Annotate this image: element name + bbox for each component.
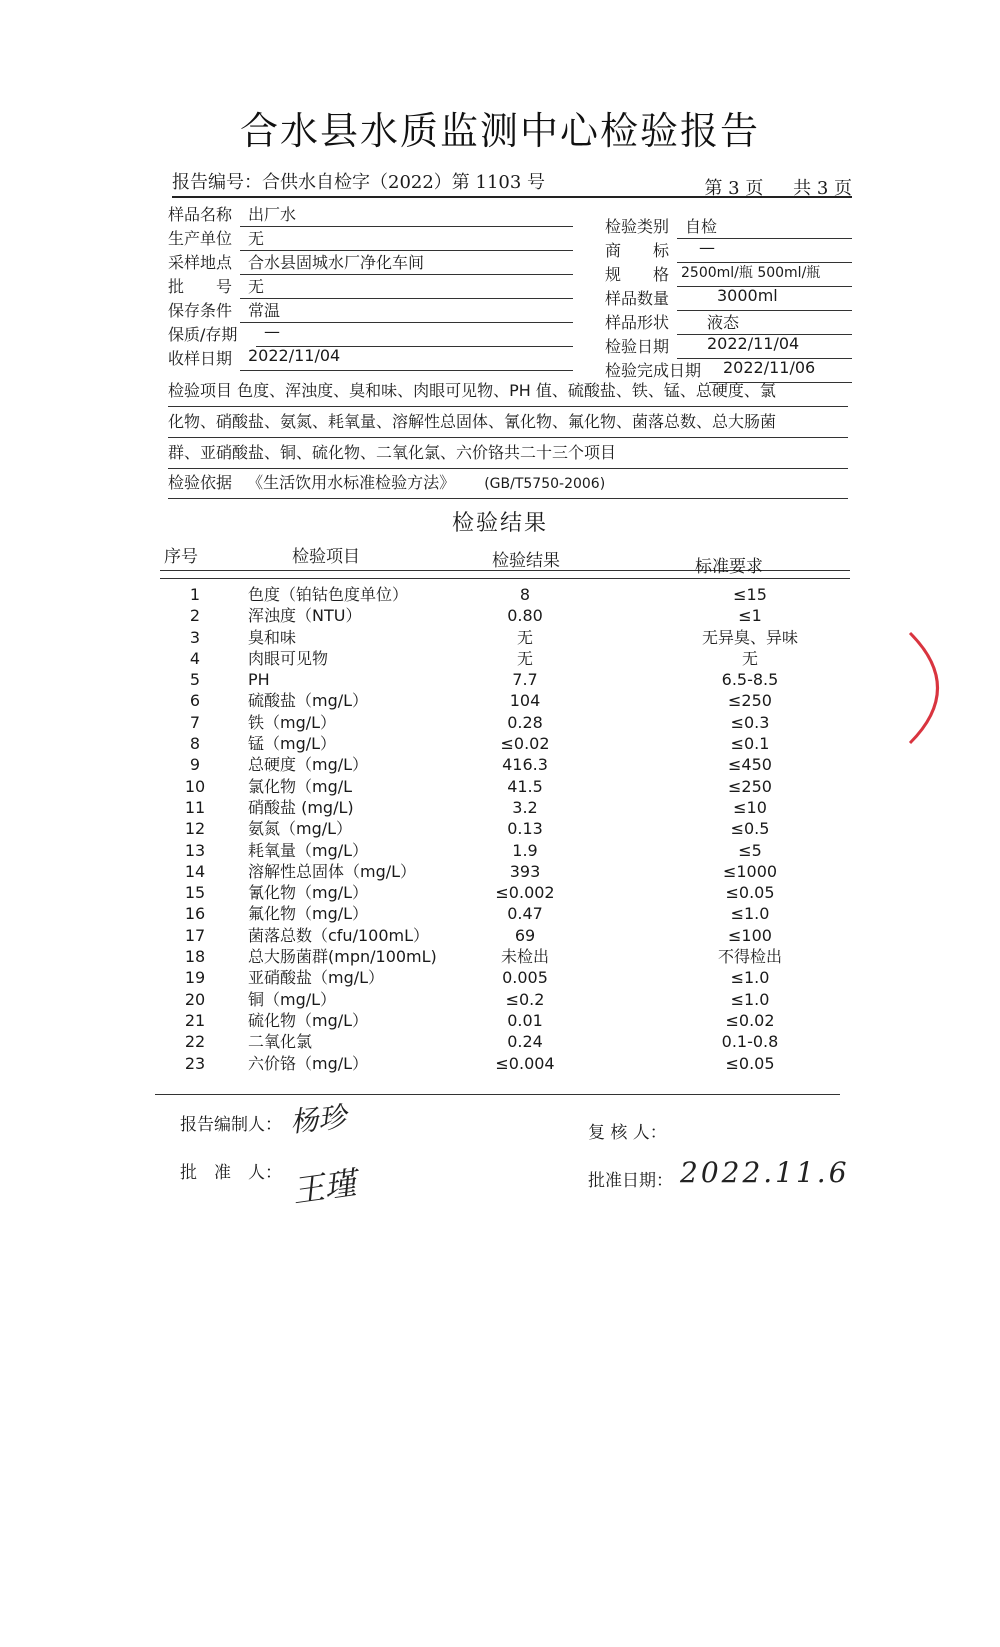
field-value: 3000ml — [677, 286, 852, 311]
table-row — [160, 946, 850, 967]
row-number: 6 — [189, 691, 201, 711]
field-label: 规 格 — [605, 265, 670, 284]
page-indicator — [680, 174, 852, 200]
row-result: 393 — [509, 861, 541, 881]
row-number: 9 — [189, 755, 201, 775]
field-value: 液态 — [677, 310, 852, 335]
row-number: 20 — [184, 989, 206, 1009]
row-item: 总硬度（mg/L） — [248, 755, 369, 775]
report-number-line — [172, 168, 852, 198]
field-value: — — [677, 238, 852, 263]
report-title: 合水县水质监测中心检验报告 — [239, 109, 760, 153]
row-item: 溶解性总固体（mg/L） — [248, 861, 417, 881]
basis-label: 检验依据 — [168, 473, 233, 492]
table-row — [160, 733, 850, 754]
row-standard: ≤1.0 — [730, 904, 770, 924]
row-standard: 无异臭、异味 — [701, 627, 798, 647]
row-standard: ≤0.1 — [730, 734, 770, 754]
field-value: 2022/11/04 — [677, 334, 852, 359]
stamp-edge — [905, 628, 965, 748]
row-item: 臭和味 — [248, 627, 297, 647]
row-standard: ≤0.5 — [730, 819, 770, 839]
row-result: 0.01 — [507, 1010, 543, 1030]
row-result: 0.28 — [507, 712, 543, 732]
row-number: 17 — [184, 925, 206, 945]
compiler-signature: 杨珍 — [288, 1100, 348, 1139]
row-number: 18 — [184, 947, 206, 967]
items-label: 检验项目 — [168, 381, 233, 400]
field-label: 生产单位 — [168, 229, 233, 248]
row-item: 肉眼可见物 — [248, 648, 329, 668]
approver-label: 批 准 人： — [180, 1163, 282, 1183]
row-item: 氨氮（mg/L） — [248, 819, 353, 839]
row-standard: ≤0.3 — [730, 712, 770, 732]
row-standard: ≤100 — [728, 925, 772, 945]
items-line-1 — [168, 378, 848, 407]
table-row — [160, 967, 850, 988]
row-number: 7 — [189, 712, 201, 732]
field-label: 保质/存期 — [168, 325, 238, 344]
row-result: 0.24 — [507, 1032, 543, 1052]
table-row — [160, 1010, 850, 1031]
inspection-items — [168, 378, 848, 471]
row-result: 416.3 — [502, 755, 548, 775]
items-text-1: 色度、浑浊度、臭和味、肉眼可见物、PH 值、硫酸盐、铁、锰、总硬度、氯 — [237, 381, 776, 400]
row-result: ≤0.004 — [495, 1053, 555, 1073]
field-value: 2022/11/04 — [240, 346, 573, 371]
row-item: 氟化物（mg/L） — [248, 904, 369, 924]
row-number: 13 — [184, 840, 206, 860]
row-result: ≤0.002 — [495, 883, 555, 903]
row-result: 0.80 — [507, 606, 543, 626]
field-inspection-type — [605, 214, 852, 240]
items-line-3: 群、亚硝酸盐、铜、硫化物、二氧化氯、六价铬共二十三个项目 — [168, 440, 848, 469]
table-row — [160, 1031, 850, 1052]
table-row — [160, 989, 850, 1010]
field-label: 样品数量 — [605, 289, 670, 308]
row-number: 19 — [184, 968, 206, 988]
header-result: 检验结果 — [492, 551, 560, 571]
row-result: 1.9 — [512, 840, 538, 860]
field-value: 无 — [240, 274, 573, 299]
row-standard: ≤10 — [733, 797, 767, 817]
field-producer — [168, 226, 573, 252]
row-number: 23 — [184, 1053, 206, 1073]
table-row — [160, 754, 850, 775]
header-no: 序号 — [164, 547, 198, 567]
table-row — [160, 648, 850, 669]
field-value: 2022/11/06 — [709, 358, 852, 383]
row-result: 3.2 — [512, 797, 538, 817]
table-row — [160, 818, 850, 839]
table-row — [160, 712, 850, 733]
row-item: 菌落总数（cfu/100mL） — [248, 925, 430, 945]
row-standard: ≤250 — [728, 691, 772, 711]
approve-date-label: 批准日期： — [588, 1171, 673, 1191]
page-total: 共 3 页 — [793, 178, 852, 199]
field-brand — [605, 238, 852, 264]
row-number: 15 — [184, 883, 206, 903]
items-line-2: 化物、硝酸盐、氨氮、耗氧量、溶解性总固体、氰化物、氟化物、菌落总数、总大肠菌 — [168, 409, 848, 438]
field-storage — [168, 298, 573, 324]
field-value: 常温 — [240, 298, 573, 323]
row-standard: 6.5-8.5 — [721, 670, 779, 690]
row-number: 5 — [189, 670, 201, 690]
results-title: 检验结果 — [451, 511, 548, 536]
row-item: 二氧化氯 — [248, 1032, 313, 1052]
row-standard: 不得检出 — [717, 947, 782, 967]
row-standard: 无 — [741, 648, 758, 668]
row-item: 总大肠菌群(mpn/100mL) — [248, 947, 437, 967]
row-item: 浑浊度（NTU） — [248, 606, 362, 626]
row-result: 0.47 — [507, 904, 543, 924]
compiler-label: 报告编制人： — [180, 1115, 282, 1135]
field-sample-name — [168, 202, 573, 228]
field-shape — [605, 310, 852, 336]
row-item: PH — [248, 670, 270, 690]
row-standard: ≤0.02 — [725, 1010, 775, 1030]
row-item: 色度（铂钴色度单位） — [248, 585, 409, 604]
field-receive-date — [168, 346, 573, 372]
field-label: 检验类别 — [605, 217, 670, 236]
table-row — [160, 861, 850, 882]
field-label: 采样地点 — [168, 253, 233, 272]
row-standard: ≤1 — [738, 606, 762, 626]
row-item: 铜（mg/L） — [248, 989, 337, 1009]
table-row — [160, 882, 850, 903]
row-item: 耗氧量（mg/L） — [248, 840, 369, 860]
header-standard: 标准要求 — [695, 557, 763, 577]
table-row — [160, 584, 850, 605]
row-standard: ≤15 — [733, 585, 767, 604]
table-bottom-rule — [155, 1094, 840, 1095]
row-item: 氯化物（mg/L — [248, 776, 353, 796]
row-number: 3 — [189, 627, 201, 647]
field-value: 自检 — [677, 214, 852, 239]
field-value: 出厂水 — [240, 202, 573, 227]
field-value: — — [256, 322, 573, 347]
table-row — [160, 1053, 850, 1074]
row-item: 锰（mg/L） — [248, 734, 337, 754]
row-number: 1 — [189, 585, 201, 604]
row-result: 8 — [519, 585, 531, 604]
results-table-header — [160, 540, 850, 577]
row-standard: ≤1000 — [722, 861, 778, 881]
header-divider — [160, 578, 850, 579]
field-inspect-date — [605, 334, 852, 360]
row-number: 2 — [189, 606, 201, 626]
approve-date: 2022.11.6 — [680, 1156, 850, 1189]
header-item: 检验项目 — [292, 547, 360, 567]
row-standard: ≤5 — [738, 840, 762, 860]
table-row — [160, 627, 850, 648]
table-row — [160, 605, 850, 626]
field-value: 无 — [240, 226, 573, 251]
field-shelf-life — [168, 322, 573, 348]
field-value: 2500ml/瓶 500ml/瓶 — [677, 262, 852, 287]
table-row — [160, 776, 850, 797]
field-label: 检验日期 — [605, 337, 670, 356]
row-item: 硫化物（mg/L） — [248, 1010, 369, 1030]
report-number: 报告编号：合供水自检字（2022）第 1103 号 — [172, 172, 546, 193]
row-item: 硝酸盐 (mg/L) — [248, 797, 354, 817]
row-number: 8 — [189, 734, 201, 754]
row-standard: 0.1-0.8 — [721, 1032, 779, 1052]
row-item: 亚硝酸盐（mg/L） — [248, 968, 385, 988]
row-number: 14 — [184, 861, 206, 881]
field-sampling-site — [168, 250, 573, 276]
field-quantity — [605, 286, 852, 312]
row-result: 无 — [516, 627, 533, 647]
row-standard: ≤0.05 — [725, 1053, 775, 1073]
field-label: 样品形状 — [605, 313, 670, 332]
field-batch — [168, 274, 573, 300]
field-value: 合水县固城水厂净化车间 — [240, 250, 573, 275]
field-label: 批 号 — [168, 277, 233, 296]
results-table-body — [160, 584, 850, 1074]
row-result: 7.7 — [512, 670, 538, 690]
basis-standard: 《生活饮用水标准检验方法》 — [247, 473, 456, 492]
reviewer-label: 复 核 人： — [588, 1123, 667, 1143]
row-result: ≤0.2 — [505, 989, 545, 1009]
row-number: 21 — [184, 1010, 206, 1030]
approver-signature: 王瑾 — [289, 1163, 359, 1211]
row-standard: ≤450 — [728, 755, 772, 775]
table-row — [160, 903, 850, 924]
row-result: 0.13 — [507, 819, 543, 839]
row-result: 无 — [516, 648, 533, 668]
row-item: 铁（mg/L） — [248, 712, 337, 732]
inspection-basis — [168, 470, 848, 499]
table-row — [160, 840, 850, 861]
table-row — [160, 669, 850, 690]
row-number: 22 — [184, 1032, 206, 1052]
row-result: 69 — [514, 925, 536, 945]
row-result: 0.005 — [502, 968, 548, 988]
row-number: 4 — [189, 648, 201, 668]
table-row — [160, 925, 850, 946]
table-row — [160, 690, 850, 711]
page-number: 第 3 页 — [704, 178, 764, 199]
row-item: 六价铬（mg/L） — [248, 1053, 369, 1073]
field-label: 商 标 — [605, 241, 670, 260]
table-row — [160, 797, 850, 818]
row-number: 10 — [184, 776, 206, 796]
row-result: 104 — [509, 691, 541, 711]
row-result: ≤0.02 — [500, 734, 550, 754]
field-label: 收样日期 — [168, 349, 233, 368]
row-standard: ≤250 — [728, 776, 772, 796]
row-result: 未检出 — [500, 947, 549, 967]
row-number: 16 — [184, 904, 206, 924]
row-standard: ≤1.0 — [730, 989, 770, 1009]
basis-code: (GB/T5750-2006) — [484, 476, 606, 492]
row-result: 41.5 — [507, 776, 543, 796]
field-label: 保存条件 — [168, 301, 233, 320]
row-item: 氰化物（mg/L） — [248, 883, 369, 903]
row-item: 硫酸盐（mg/L） — [248, 691, 369, 711]
row-number: 12 — [184, 819, 206, 839]
row-standard: ≤0.05 — [725, 883, 775, 903]
row-standard: ≤1.0 — [730, 968, 770, 988]
field-label: 样品名称 — [168, 205, 233, 224]
field-spec — [605, 262, 852, 288]
field-label: 检验完成日期 — [605, 361, 702, 380]
row-number: 11 — [184, 797, 206, 817]
